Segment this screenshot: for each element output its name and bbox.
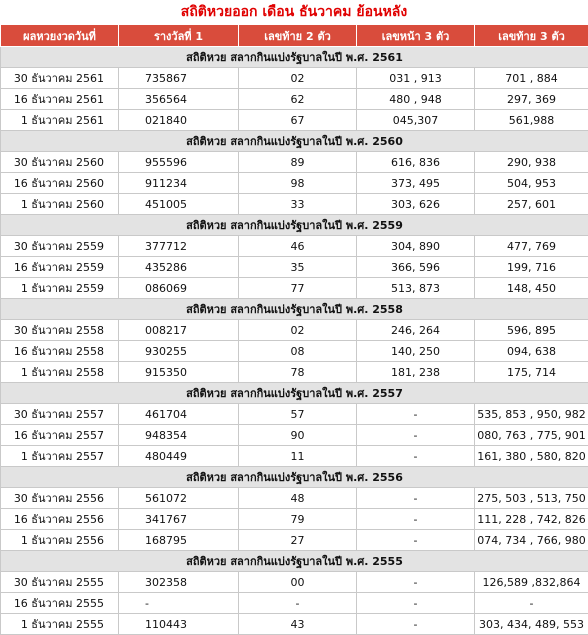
draw-date-cell: 1 ธันวาคม 2555 — [1, 614, 119, 635]
table-row — [1, 572, 588, 593]
last-three-digits-cell: 535, 853 , 950, 982 — [475, 404, 588, 425]
front-three-digits-cell: - — [357, 614, 475, 635]
last-three-digits-cell: 477, 769 — [475, 236, 588, 257]
first-prize-cell: 008217 — [119, 320, 239, 341]
first-prize-cell: 480449 — [119, 446, 239, 467]
draw-date-cell: 1 ธันวาคม 2558 — [1, 362, 119, 383]
last-two-digits-cell: 48 — [239, 488, 357, 509]
table-row — [1, 362, 588, 383]
draw-date-cell: 16 ธันวาคม 2555 — [1, 593, 119, 614]
first-prize-cell: - — [119, 593, 239, 614]
table-row — [1, 236, 588, 257]
last-three-digits-cell: 080, 763 , 775, 901 — [475, 425, 588, 446]
draw-date-cell: 30 ธันวาคม 2560 — [1, 152, 119, 173]
header-last-three-digits: เลขท้าย 3 ตัว — [475, 25, 588, 47]
last-three-digits-cell: 161, 380 , 580, 820 — [475, 446, 588, 467]
last-two-digits-cell: 35 — [239, 257, 357, 278]
front-three-digits-cell: - — [357, 446, 475, 467]
last-three-digits-cell: 148, 450 — [475, 278, 588, 299]
last-three-digits-cell: 175, 714 — [475, 362, 588, 383]
draw-date-cell: 16 ธันวาคม 2556 — [1, 509, 119, 530]
front-three-digits-cell: - — [357, 488, 475, 509]
last-three-digits-cell: 561,988 — [475, 110, 588, 131]
section-header-row — [1, 467, 588, 488]
first-prize-cell: 377712 — [119, 236, 239, 257]
draw-date-cell: 16 ธันวาคม 2560 — [1, 173, 119, 194]
front-three-digits-cell: - — [357, 593, 475, 614]
first-prize-cell: 302358 — [119, 572, 239, 593]
section-header-row — [1, 551, 588, 572]
draw-date-cell: 16 ธันวาคม 2559 — [1, 257, 119, 278]
table-row — [1, 446, 588, 467]
draw-date-cell: 30 ธันวาคม 2556 — [1, 488, 119, 509]
last-two-digits-cell: 79 — [239, 509, 357, 530]
front-three-digits-cell: - — [357, 404, 475, 425]
first-prize-cell: 021840 — [119, 110, 239, 131]
header-front-three-digits: เลขหน้า 3 ตัว — [357, 25, 475, 47]
section-header-row — [1, 131, 588, 152]
section-header-row — [1, 383, 588, 404]
header-row — [1, 25, 588, 47]
table-row — [1, 152, 588, 173]
last-two-digits-cell: 33 — [239, 194, 357, 215]
section-title: สถิติหวย สลากกินแบ่งรัฐบาลในปี พ.ศ. 2560 — [1, 131, 588, 152]
last-three-digits-cell: 126,589 ,832,864 — [475, 572, 588, 593]
first-prize-cell: 086069 — [119, 278, 239, 299]
first-prize-cell: 930255 — [119, 341, 239, 362]
last-two-digits-cell: 98 — [239, 173, 357, 194]
table-row — [1, 341, 588, 362]
table-row — [1, 278, 588, 299]
header-last-two-digits: เลขท้าย 2 ตัว — [239, 25, 357, 47]
last-three-digits-cell: 094, 638 — [475, 341, 588, 362]
last-three-digits-cell: 111, 228 , 742, 826 — [475, 509, 588, 530]
first-prize-cell: 451005 — [119, 194, 239, 215]
front-three-digits-cell: - — [357, 425, 475, 446]
draw-date-cell: 1 ธันวาคม 2557 — [1, 446, 119, 467]
front-three-digits-cell: - — [357, 530, 475, 551]
first-prize-cell: 168795 — [119, 530, 239, 551]
table-row — [1, 530, 588, 551]
last-two-digits-cell: 77 — [239, 278, 357, 299]
draw-date-cell: 1 ธันวาคม 2559 — [1, 278, 119, 299]
last-two-digits-cell: 08 — [239, 341, 357, 362]
section-title: สถิติหวย สลากกินแบ่งรัฐบาลในปี พ.ศ. 2558 — [1, 299, 588, 320]
front-three-digits-cell: 140, 250 — [357, 341, 475, 362]
section-title: สถิติหวย สลากกินแบ่งรัฐบาลในปี พ.ศ. 2556 — [1, 467, 588, 488]
first-prize-cell: 915350 — [119, 362, 239, 383]
first-prize-cell: 435286 — [119, 257, 239, 278]
first-prize-cell: 356564 — [119, 89, 239, 110]
draw-date-cell: 16 ธันวาคม 2561 — [1, 89, 119, 110]
draw-date-cell: 30 ธันวาคม 2561 — [1, 68, 119, 89]
front-three-digits-cell: 246, 264 — [357, 320, 475, 341]
draw-date-cell: 16 ธันวาคม 2558 — [1, 341, 119, 362]
table-row — [1, 488, 588, 509]
last-three-digits-cell: 596, 895 — [475, 320, 588, 341]
draw-date-cell: 1 ธันวาคม 2560 — [1, 194, 119, 215]
table-row — [1, 320, 588, 341]
front-three-digits-cell: 031 , 913 — [357, 68, 475, 89]
draw-date-cell: 30 ธันวาคม 2555 — [1, 572, 119, 593]
last-two-digits-cell: 62 — [239, 89, 357, 110]
last-two-digits-cell: 11 — [239, 446, 357, 467]
draw-date-cell: 30 ธันวาคม 2557 — [1, 404, 119, 425]
last-two-digits-cell: 78 — [239, 362, 357, 383]
first-prize-cell: 461704 — [119, 404, 239, 425]
header-draw-date: ผลหวยงวดวันที่ — [1, 25, 119, 47]
first-prize-cell: 561072 — [119, 488, 239, 509]
last-two-digits-cell: 90 — [239, 425, 357, 446]
table-row — [1, 110, 588, 131]
section-header-row — [1, 299, 588, 320]
first-prize-cell: 911234 — [119, 173, 239, 194]
first-prize-cell: 948354 — [119, 425, 239, 446]
last-three-digits-cell: 275, 503 , 513, 750 — [475, 488, 588, 509]
section-title: สถิติหวย สลากกินแบ่งรัฐบาลในปี พ.ศ. 2557 — [1, 383, 588, 404]
table-body — [1, 47, 588, 635]
last-two-digits-cell: 89 — [239, 152, 357, 173]
last-three-digits-cell: 701 , 884 — [475, 68, 588, 89]
section-title: สถิติหวย สลากกินแบ่งรัฐบาลในปี พ.ศ. 2555 — [1, 551, 588, 572]
table-row — [1, 425, 588, 446]
table-row — [1, 614, 588, 635]
table-row — [1, 194, 588, 215]
table-row — [1, 89, 588, 110]
front-three-digits-cell: 513, 873 — [357, 278, 475, 299]
last-two-digits-cell: 00 — [239, 572, 357, 593]
front-three-digits-cell: 045,307 — [357, 110, 475, 131]
first-prize-cell: 341767 — [119, 509, 239, 530]
first-prize-cell: 110443 — [119, 614, 239, 635]
section-header-row — [1, 215, 588, 236]
page-title: สถิติหวยออก เดือน ธันวาคม ย้อนหลัง — [0, 0, 588, 24]
front-three-digits-cell: 616, 836 — [357, 152, 475, 173]
header-first-prize: รางวัลที่ 1 — [119, 25, 239, 47]
last-three-digits-cell: 199, 716 — [475, 257, 588, 278]
section-title: สถิติหวย สลากกินแบ่งรัฐบาลในปี พ.ศ. 2561 — [1, 47, 588, 68]
last-two-digits-cell: 57 — [239, 404, 357, 425]
last-two-digits-cell: 02 — [239, 320, 357, 341]
last-two-digits-cell: - — [239, 593, 357, 614]
table-row — [1, 257, 588, 278]
front-three-digits-cell: 181, 238 — [357, 362, 475, 383]
last-three-digits-cell: 074, 734 , 766, 980 — [475, 530, 588, 551]
table-row — [1, 509, 588, 530]
last-two-digits-cell: 67 — [239, 110, 357, 131]
table-row — [1, 173, 588, 194]
last-three-digits-cell: 303, 434, 489, 553 — [475, 614, 588, 635]
last-three-digits-cell: 257, 601 — [475, 194, 588, 215]
last-three-digits-cell: 290, 938 — [475, 152, 588, 173]
front-three-digits-cell: 480 , 948 — [357, 89, 475, 110]
front-three-digits-cell: 303, 626 — [357, 194, 475, 215]
section-title: สถิติหวย สลากกินแบ่งรัฐบาลในปี พ.ศ. 2559 — [1, 215, 588, 236]
last-three-digits-cell: 297, 369 — [475, 89, 588, 110]
last-two-digits-cell: 43 — [239, 614, 357, 635]
table-row — [1, 68, 588, 89]
section-header-row — [1, 47, 588, 68]
front-three-digits-cell: 366, 596 — [357, 257, 475, 278]
last-two-digits-cell: 27 — [239, 530, 357, 551]
draw-date-cell: 1 ธันวาคม 2556 — [1, 530, 119, 551]
table-row — [1, 593, 588, 614]
first-prize-cell: 955596 — [119, 152, 239, 173]
draw-date-cell: 16 ธันวาคม 2557 — [1, 425, 119, 446]
last-three-digits-cell: - — [475, 593, 588, 614]
front-three-digits-cell: 304, 890 — [357, 236, 475, 257]
draw-date-cell: 30 ธันวาคม 2559 — [1, 236, 119, 257]
draw-date-cell: 30 ธันวาคม 2558 — [1, 320, 119, 341]
first-prize-cell: 735867 — [119, 68, 239, 89]
front-three-digits-cell: - — [357, 509, 475, 530]
lottery-results-table — [0, 24, 588, 635]
last-two-digits-cell: 02 — [239, 68, 357, 89]
table-row — [1, 404, 588, 425]
last-two-digits-cell: 46 — [239, 236, 357, 257]
front-three-digits-cell: 373, 495 — [357, 173, 475, 194]
last-three-digits-cell: 504, 953 — [475, 173, 588, 194]
front-three-digits-cell: - — [357, 572, 475, 593]
draw-date-cell: 1 ธันวาคม 2561 — [1, 110, 119, 131]
